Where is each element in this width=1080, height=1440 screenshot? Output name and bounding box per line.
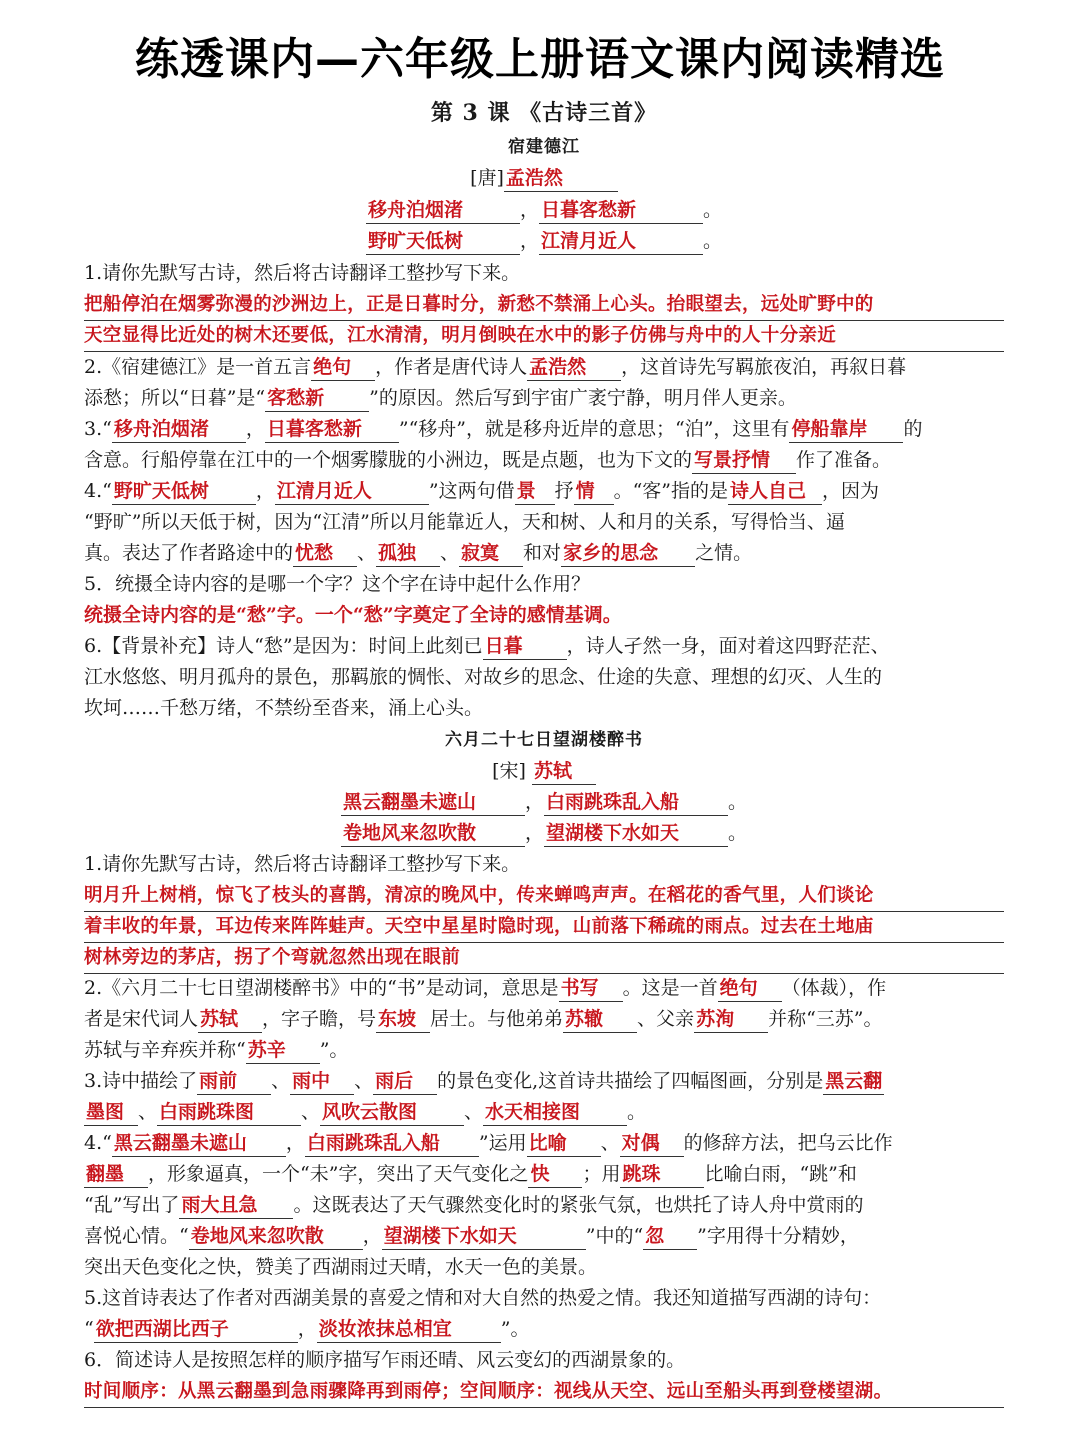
p1-q4-line2: “野旷”所以天低于树，因为“江清”所以月能靠近人，天和树、人和月的关系，写得恰当、逼	[84, 511, 845, 533]
poem1-line1a: 移舟泊烟渚	[366, 198, 520, 224]
text: 3.诗中描绘了	[84, 1070, 198, 1092]
text: 并称“三苏”。	[768, 1008, 883, 1030]
text: ，	[297, 1318, 317, 1340]
p2-a1-line2: 着丰收的年景，耳边传来阵阵蛙声。天空中星星时隐时现，山前落下稀疏的雨点。过去在土地庙	[84, 911, 1004, 943]
p1-a1-line2: 天空显得比近处的树木还要低，江水清清，明月倒映在水中的影子仿佛与舟中的人十分亲近	[84, 320, 1004, 352]
text: 的	[903, 418, 923, 440]
page-title: 练透课内—六年级上册语文课内阅读精选	[135, 34, 945, 85]
poem1-line1b: 日暮客愁新	[539, 198, 703, 224]
blank-answer: 苏轼	[198, 1007, 262, 1033]
blank-answer: 黑云翻墨未遮山	[112, 1131, 286, 1157]
text: 者是宋代词人	[84, 1008, 199, 1030]
text: ”。	[319, 1039, 349, 1061]
poem2-author-line	[84, 756, 1004, 787]
blank-answer: 对偶	[620, 1131, 684, 1157]
text: 苏轼与辛弃疾并称“	[84, 1039, 246, 1061]
text: 作了准备。	[796, 449, 892, 471]
blank-answer: 绝句	[718, 976, 782, 1002]
text: ”字用得十分精妙，	[697, 1225, 859, 1247]
blank-answer: 快	[528, 1162, 582, 1188]
text: 6.【背景补充】诗人“愁”是因为：时间上此刻已	[84, 635, 483, 657]
poem2-line2: 卷地风来忽吹散 ， 望湖楼下水如天 。	[84, 818, 1004, 849]
text: 的景色变化,这首诗共描绘了四幅图画，分别是	[437, 1070, 824, 1092]
text: （体裁），作	[781, 977, 887, 999]
text: “乱”写出了	[84, 1194, 180, 1216]
text: 4.“	[84, 480, 112, 502]
text: 添愁；所以“日暮”是“	[84, 387, 266, 409]
blank-answer: 客愁新	[265, 386, 369, 412]
blank-answer: 日暮	[483, 634, 567, 660]
blank-answer: 诗人自己	[728, 479, 822, 505]
text: ”。	[500, 1318, 530, 1340]
p2-q2-line3	[84, 1035, 1004, 1066]
text: 。这是一首	[622, 977, 718, 999]
blank-answer: 水天相接图	[483, 1100, 627, 1126]
text: 2.《宿建德江》是一首五言	[84, 356, 312, 378]
p1-q6-line3: 坎坷……千愁万绪，不禁纷至沓来，涌上心头。	[84, 697, 484, 719]
text: 居士。与他弟弟	[430, 1008, 564, 1030]
blank-answer: 白雨跳珠图	[157, 1100, 301, 1126]
p2-a1-line1: 明月升上树梢，惊飞了枝头的喜鹊，清凉的晚风中，传来蝉鸣声声。在稻花的香气里，人们谈论	[84, 880, 1004, 912]
blank-answer: 孟浩然	[527, 355, 621, 381]
text: 、	[357, 542, 377, 564]
poem2-line2a: 卷地风来忽吹散	[341, 821, 525, 847]
text: 、	[301, 1101, 321, 1123]
p2-q4-line3	[84, 1190, 1004, 1221]
blank-answer: 雨中	[290, 1069, 354, 1095]
blank-answer: 欲把西湖比西子	[94, 1317, 298, 1343]
blank-answer: 苏辛	[246, 1038, 320, 1064]
poem1-author: 孟浩然	[504, 166, 618, 192]
text: 真。表达了作者路途中的	[84, 542, 294, 564]
p2-q2-line1	[84, 973, 1004, 1004]
p2-a1-line3: 树林旁边的茅店，拐了个弯就忽然出现在眼前	[84, 942, 1004, 974]
text: 的修辞方法，把乌云比作	[683, 1132, 893, 1154]
p2-q6: 6．简述诗人是按照怎样的顺序描写乍雨还晴、风云变幻的西湖景象的。	[84, 1349, 686, 1371]
p2-q3-line1	[84, 1066, 1004, 1097]
blank-answer: 绝句	[311, 355, 375, 381]
text: 、	[271, 1070, 291, 1092]
p2-q5-line1: 5.这首诗表达了作者对西湖美景的喜爱之情和对大自然的热爱之情。我还知道描写西湖的诗句：	[84, 1287, 882, 1309]
poem1-title: 宿建德江	[508, 137, 580, 157]
blank-answer: 野旷天低树	[112, 479, 256, 505]
poem1-dynasty: [唐]	[470, 167, 504, 189]
p1-q3-line2	[84, 445, 1004, 476]
lesson-heading: 第 3 课 《古诗三首》	[430, 100, 658, 126]
poem1-line2: 野旷天低树 ， 江清月近人 。	[84, 226, 1004, 257]
text: ，形象逼真，一个“未”字，突出了天气变化之	[148, 1163, 529, 1185]
poem2-title: 六月二十七日望湖楼醉书	[445, 730, 643, 750]
blank-answer: 家乡的思念	[561, 541, 695, 567]
blank-answer: 停船靠岸	[789, 417, 903, 443]
blank-answer: 墨图	[84, 1100, 138, 1126]
text: 比喻白雨，“跳”和	[704, 1163, 857, 1185]
poem1-line2b: 江清月近人	[539, 229, 703, 255]
text: ，因为	[822, 480, 880, 502]
blank-answer: 黑云翻	[823, 1069, 884, 1095]
p1-q4-line3	[84, 538, 1004, 569]
text: 。“客”指的是	[613, 480, 729, 502]
blank-answer: 雨后	[373, 1069, 437, 1095]
blank-answer: 风吹云散图	[320, 1100, 464, 1126]
blank-answer: 忧愁	[293, 541, 357, 567]
text: ，	[285, 1132, 305, 1154]
p1-a5: 统摄全诗内容的是“愁”字。一个“愁”字奠定了全诗的感情基调。	[84, 604, 622, 626]
blank-answer: 忽	[643, 1224, 697, 1250]
text: 抒	[554, 480, 574, 502]
blank-answer: 孤独	[376, 541, 440, 567]
p2-q4-line1	[84, 1128, 1004, 1159]
blank-answer: 比喻	[527, 1131, 601, 1157]
p1-q1: 1.请你先默写古诗，然后将古诗翻译工整抄写下来。	[84, 262, 521, 284]
poem1-line2a: 野旷天低树	[366, 229, 520, 255]
text: 。	[627, 1101, 647, 1123]
blank-answer: 江清月近人	[275, 479, 429, 505]
text: 之情。	[695, 542, 753, 564]
p1-a1-line1: 把船停泊在烟雾弥漫的沙洲边上，正是日暮时分，新愁不禁涌上心头。抬眼望去，远处旷野中的	[84, 289, 1004, 321]
p2-q4-line2	[84, 1159, 1004, 1190]
text: 、父亲	[637, 1008, 695, 1030]
p1-q3-line1	[84, 414, 1004, 445]
poem2-line1: 黑云翻墨未遮山 ， 白雨跳珠乱入船 。	[84, 787, 1004, 818]
blank-answer: 写景抒情	[692, 448, 796, 474]
blank-answer: 卷地风来忽吹散	[189, 1224, 363, 1250]
blank-answer: 雨前	[197, 1069, 271, 1095]
text: ”中的“	[585, 1225, 644, 1247]
p2-q1: 1.请你先默写古诗，然后将古诗翻译工整抄写下来。	[84, 853, 521, 875]
p1-q5: 5．统摄全诗内容的是哪一个字？这个字在诗中起什么作用？	[84, 573, 591, 595]
text: 、	[464, 1101, 484, 1123]
text: 含意。行船停靠在江中的一个烟雾朦胧的小洲边，既是点题，也为下文的	[84, 449, 693, 471]
blank-answer: 苏洵	[694, 1007, 768, 1033]
text: “	[84, 1318, 94, 1340]
blank-answer: 望湖楼下水如天	[382, 1224, 586, 1250]
p1-q4-line1	[84, 476, 1004, 507]
blank-answer: 寂寞	[459, 541, 523, 567]
blank-answer: 翻墨	[84, 1162, 148, 1188]
text: 喜悦心情。“	[84, 1225, 189, 1247]
p2-q3-line2	[84, 1097, 1004, 1128]
text: 、	[600, 1132, 620, 1154]
text: ”运用	[478, 1132, 527, 1154]
blank-answer: 白雨跳珠乱入船	[305, 1131, 479, 1157]
p2-q4-line4	[84, 1221, 1004, 1252]
text: 3.“	[84, 418, 112, 440]
blank-answer: 跳珠	[620, 1162, 704, 1188]
poem2-dynasty: [宋]	[492, 760, 526, 782]
p1-q6-line2: 江水悠悠、明月孤舟的景色，那羁旅的惆怅、对故乡的思念、仕途的失意、理想的幻灭、人生的	[84, 666, 883, 688]
text: ”“移舟”，就是移舟近岸的意思；“泊”，这里有	[398, 418, 790, 440]
text: 、	[138, 1101, 158, 1123]
text: ”的原因。然后写到宇宙广袤宁静，明月伴人更亲。	[369, 387, 797, 409]
blank-answer: 雨大且急	[179, 1193, 293, 1219]
poem1-author-line	[84, 163, 1004, 194]
blank-answer: 淡妆浓抹总相宜	[317, 1317, 501, 1343]
text: ，	[255, 480, 275, 502]
blank-answer: 日暮客愁新	[265, 417, 399, 443]
blank-answer: 景	[515, 479, 555, 505]
poem2-line2b: 望湖楼下水如天	[544, 821, 728, 847]
poem2-line1b: 白雨跳珠乱入船	[544, 790, 728, 816]
text: 2.《六月二十七日望湖楼醉书》中的“书”是动词，意思是	[84, 977, 559, 999]
p2-q5-line2	[84, 1314, 1004, 1345]
text: 、	[440, 542, 460, 564]
p1-q2-line1	[84, 352, 1004, 383]
p1-q2-line2	[84, 383, 1004, 414]
blank-answer: 苏辙	[563, 1007, 637, 1033]
text: ，	[362, 1225, 382, 1247]
text: ，这首诗先写羁旅夜泊，再叙日暮	[621, 356, 907, 378]
blank-answer: 移舟泊烟渚	[112, 417, 246, 443]
text: ，字子瞻，号	[262, 1008, 377, 1030]
poem1-line1: 移舟泊烟渚 ， 日暮客愁新 。	[84, 195, 1004, 226]
text: ；用	[582, 1163, 621, 1185]
blank-answer: 情	[574, 479, 614, 505]
text: 。这既表达了天气骤然变化时的紧张气氛，也烘托了诗人舟中赏雨的	[293, 1194, 864, 1216]
text: ，	[245, 418, 265, 440]
p2-q4-line5: 突出天色变化之快，赞美了西湖雨过天晴，水天一色的美景。	[84, 1256, 598, 1278]
p2-a6: 时间顺序：从黑云翻墨到急雨骤降再到雨停；空间顺序：视线从天空、远山至船头再到登楼望湖。	[84, 1376, 1004, 1408]
poem2-line1a: 黑云翻墨未遮山	[341, 790, 525, 816]
p1-q6-line1	[84, 631, 1004, 662]
text: ，诗人孑然一身，面对着这四野茫茫、	[566, 635, 890, 657]
text: ”这两句借	[428, 480, 515, 502]
poem2-author: 苏轼	[532, 759, 596, 785]
blank-answer: 书写	[559, 976, 623, 1002]
text: 4.“	[84, 1132, 112, 1154]
blank-answer: 东坡	[376, 1007, 430, 1033]
text: 、	[354, 1070, 374, 1092]
p2-q2-line2	[84, 1004, 1004, 1035]
text: ，作者是唐代诗人	[375, 356, 528, 378]
text: 和对	[523, 542, 562, 564]
